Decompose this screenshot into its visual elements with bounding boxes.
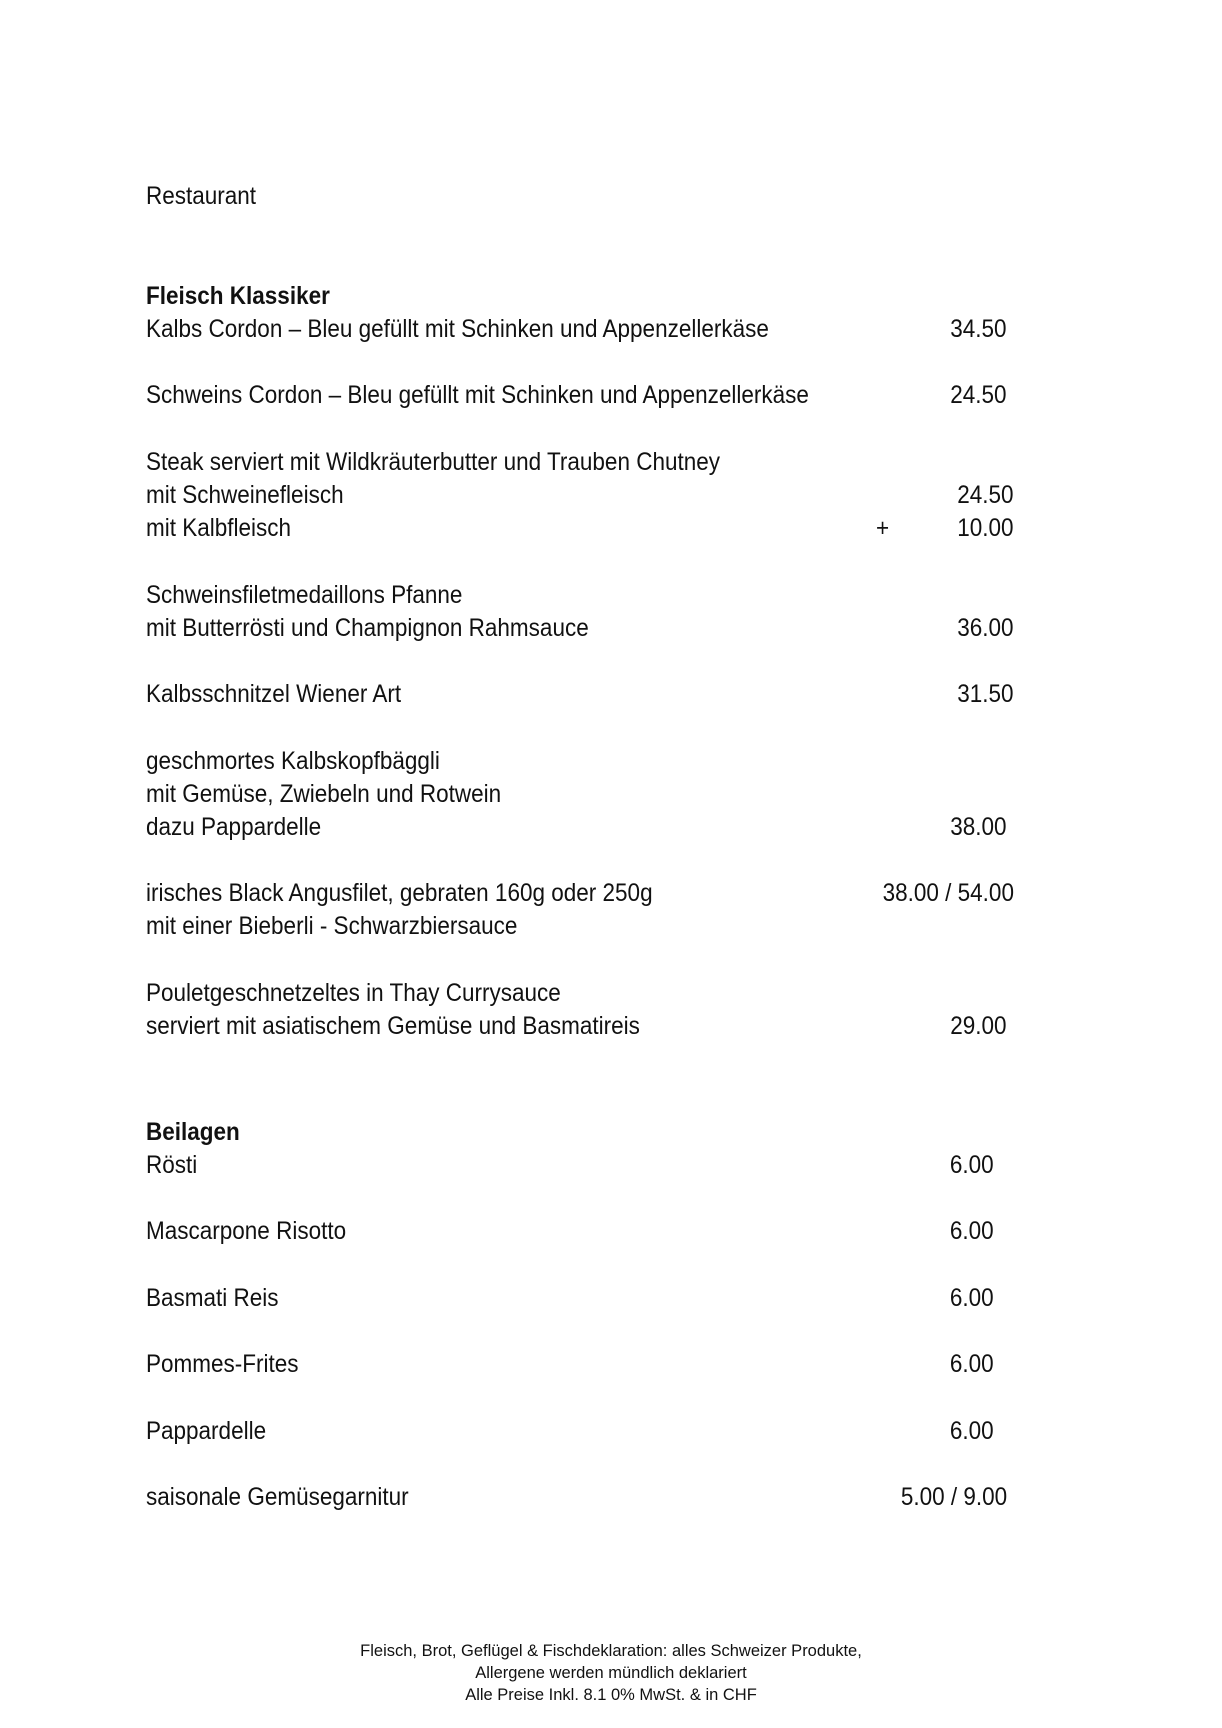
side-item-name: saisonale Gemüsegarnitur bbox=[146, 1483, 409, 1511]
menu-item-description: dazu Pappardelle bbox=[146, 813, 322, 841]
page-title: Restaurant bbox=[146, 182, 257, 210]
side-item-price: 6.00 bbox=[950, 1217, 994, 1245]
side-item-name: Rösti bbox=[146, 1151, 198, 1179]
side-item-name: Pommes-Frites bbox=[146, 1350, 299, 1378]
menu-item-price: 38.00 / 54.00 bbox=[882, 879, 1014, 907]
menu-item-description: mit einer Bieberli - Schwarzbiersauce bbox=[146, 912, 518, 940]
surcharge-plus: + bbox=[876, 514, 890, 542]
menu-item-name: Steak serviert mit Wildkräuterbutter und Trauben Chutney bbox=[146, 448, 721, 476]
menu-item-name: Schweinsfiletmedaillons Pfanne bbox=[146, 581, 463, 609]
footer-prices-note: Alle Preise Inkl. 8.1 0% MwSt. & in CHF bbox=[465, 1686, 757, 1704]
menu-item-price: 34.50 bbox=[950, 315, 1007, 343]
menu-item-name: geschmortes Kalbskopfbäggli bbox=[146, 747, 440, 775]
menu-item-name: Kalbs Cordon – Bleu gefüllt mit Schinken und Appenzellerkäse bbox=[146, 315, 769, 343]
menu-item-description: mit Gemüse, Zwiebeln und Rotwein bbox=[146, 780, 502, 808]
side-item-price: 6.00 bbox=[950, 1284, 994, 1312]
menu-item-name: Pouletgeschnetzeltes in Thay Currysauce bbox=[146, 979, 561, 1007]
menu-item-price: 31.50 bbox=[957, 680, 1014, 708]
side-item-price: 6.00 bbox=[950, 1417, 994, 1445]
menu-item-price: 10.00 bbox=[957, 514, 1014, 542]
side-item-price: 5.00 / 9.00 bbox=[900, 1483, 1007, 1511]
footer-allergens: Allergene werden mündlich deklariert bbox=[475, 1664, 747, 1682]
section-heading-fleisch: Fleisch Klassiker bbox=[146, 282, 330, 310]
menu-item-price: 24.50 bbox=[950, 381, 1007, 409]
menu-item-price: 38.00 bbox=[950, 813, 1007, 841]
menu-item-price: 24.50 bbox=[957, 481, 1014, 509]
footer-declaration: Fleisch, Brot, Geflügel & Fischdeklaration: alles Schweizer Produkte, bbox=[360, 1642, 862, 1660]
menu-item-option: mit Kalbfleisch bbox=[146, 514, 292, 542]
menu-item-price: 29.00 bbox=[950, 1012, 1007, 1040]
section-heading-beilagen: Beilagen bbox=[146, 1118, 240, 1146]
menu-item-price: 36.00 bbox=[957, 614, 1014, 642]
side-item-price: 6.00 bbox=[950, 1151, 994, 1179]
side-item-name: Pappardelle bbox=[146, 1417, 267, 1445]
menu-item-name: irisches Black Angusfilet, gebraten 160g oder 250g bbox=[146, 879, 653, 907]
menu-item-description: mit Butterrösti und Champignon Rahmsauce bbox=[146, 614, 589, 642]
menu-item-description: serviert mit asiatischem Gemüse und Basmatireis bbox=[146, 1012, 640, 1040]
menu-item-name: Schweins Cordon – Bleu gefüllt mit Schinken und Appenzellerkäse bbox=[146, 381, 809, 409]
menu-item-option: mit Schweinefleisch bbox=[146, 481, 344, 509]
side-item-name: Mascarpone Risotto bbox=[146, 1217, 347, 1245]
side-item-price: 6.00 bbox=[950, 1350, 994, 1378]
side-item-name: Basmati Reis bbox=[146, 1284, 279, 1312]
menu-item-name: Kalbsschnitzel Wiener Art bbox=[146, 680, 402, 708]
